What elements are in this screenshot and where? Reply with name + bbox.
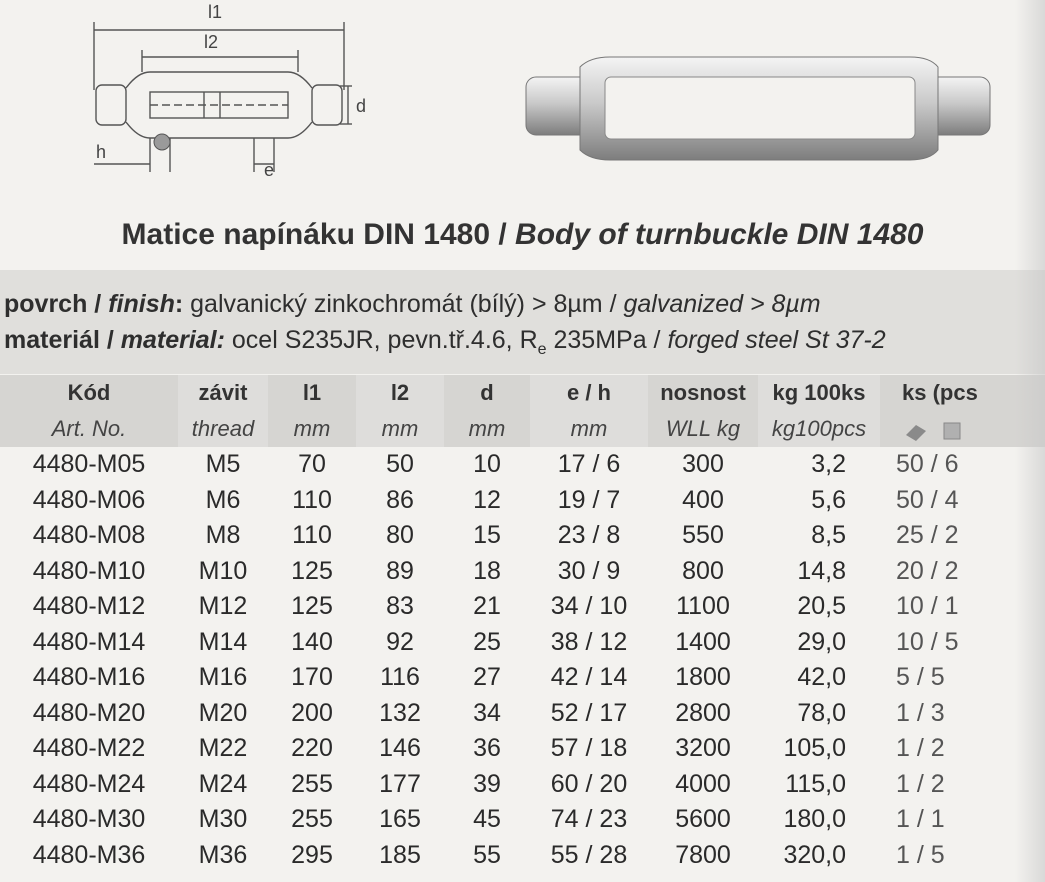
- cell-code: 4480-M30: [32, 805, 146, 834]
- spec-block: [0, 270, 1045, 374]
- table-row: [0, 767, 1045, 803]
- finish-value-cz: galvanický zinkochromát (bílý) > 8µm: [190, 290, 603, 318]
- cell-thread: M36: [198, 840, 248, 869]
- cell-thread: M8: [205, 521, 241, 550]
- cell-code: 4480-M10: [32, 556, 146, 585]
- subheader-wll: WLL kg: [648, 411, 758, 447]
- title-cz: Matice napínáku DIN 1480: [121, 218, 491, 251]
- cell-e-h: 19 / 7: [557, 485, 621, 514]
- page-title: [0, 218, 1045, 252]
- subheader-d-unit: mm: [444, 411, 530, 447]
- cell-thread: M14: [198, 627, 248, 656]
- cell-e-h: 38 / 12: [550, 627, 628, 656]
- cell-kg100: 29,0: [797, 627, 846, 656]
- cell-kg100: 78,0: [797, 698, 846, 727]
- cell-e-h: 52 / 17: [550, 698, 628, 727]
- header-l1: l1: [268, 375, 356, 411]
- cell-wll: 800: [682, 556, 724, 585]
- header-nosnost: nosnost: [648, 375, 758, 411]
- cell-d: 55: [473, 840, 501, 869]
- cell-code: 4480-M16: [32, 663, 146, 692]
- cell-d: 18: [473, 556, 501, 585]
- cell-l1: 70: [298, 450, 326, 479]
- cell-code: 4480-M12: [32, 592, 146, 621]
- cell-thread: M10: [198, 556, 248, 585]
- cell-thread: M16: [198, 663, 248, 692]
- cell-thread: M12: [198, 592, 248, 621]
- table-row: [0, 518, 1045, 554]
- cell-ks: 1 / 5: [896, 840, 945, 869]
- cell-wll: 1800: [675, 663, 731, 692]
- title-separator: /: [490, 218, 516, 251]
- cell-thread: M30: [198, 805, 248, 834]
- cell-wll: 1100: [676, 592, 730, 621]
- cell-l1: 110: [292, 521, 332, 550]
- cell-kg100: 20,5: [797, 592, 846, 621]
- subheader-art-no: Art. No.: [0, 411, 178, 447]
- product-table: [0, 375, 1045, 873]
- header-kg100ks: kg 100ks: [758, 375, 880, 411]
- title-en: Body of turnbuckle DIN 1480: [515, 218, 924, 251]
- cell-code: 4480-M20: [32, 698, 146, 727]
- cell-wll: 5600: [675, 805, 731, 834]
- table-row: [0, 483, 1045, 519]
- cell-e-h: 42 / 14: [550, 663, 628, 692]
- cell-e-h: 17 / 6: [557, 450, 621, 479]
- cell-l2: 83: [386, 592, 414, 621]
- cell-ks: 10 / 1: [896, 592, 959, 621]
- cell-ks: 5 / 5: [896, 663, 945, 692]
- cell-d: 39: [473, 769, 501, 798]
- cell-e-h: 30 / 9: [557, 556, 621, 585]
- cell-ks: 1 / 2: [896, 734, 945, 763]
- cell-kg100: 115,0: [785, 769, 846, 798]
- cell-d: 21: [473, 592, 501, 621]
- turnbuckle-body-photo: [520, 55, 995, 165]
- cell-e-h: 60 / 20: [550, 769, 628, 798]
- cell-l2: 132: [379, 698, 421, 727]
- cell-l2: 177: [379, 769, 421, 798]
- cell-wll: 400: [682, 485, 724, 514]
- cell-kg100: 5,6: [811, 485, 846, 514]
- cell-l1: 140: [291, 627, 333, 656]
- cell-d: 27: [473, 663, 501, 692]
- material-label-cz: materiál: [4, 326, 100, 354]
- cell-d: 15: [473, 521, 501, 550]
- cell-l2: 92: [386, 627, 414, 656]
- header-e-h: e / h: [530, 375, 648, 411]
- cell-l1: 110: [292, 485, 332, 514]
- cell-ks: 1 / 3: [896, 698, 945, 727]
- table-row: [0, 554, 1045, 590]
- header-ks: ks (pcs: [880, 375, 1045, 411]
- cell-e-h: 34 / 10: [550, 592, 628, 621]
- cell-ks: 1 / 1: [896, 805, 945, 834]
- cell-l2: 86: [386, 485, 414, 514]
- dim-label-l1: l1: [208, 2, 223, 22]
- finish-value-en: galvanized > 8µm: [623, 290, 821, 318]
- cell-ks: 25 / 2: [896, 521, 959, 550]
- cell-l2: 165: [379, 805, 421, 834]
- cell-ks: 20 / 2: [896, 556, 959, 585]
- cell-ks: 1 / 2: [896, 769, 945, 798]
- material-value-en: forged steel St 37-2: [667, 326, 886, 354]
- cell-e-h: 57 / 18: [550, 734, 628, 763]
- material-line: materiál / material: ocel S235JR, pevn.tř.4.6, $R_e$ 235MPa / forged steel St 37-2: [4, 326, 886, 358]
- cell-thread: M5: [205, 450, 241, 479]
- subheader-thread: thread: [178, 411, 268, 447]
- header-kod: Kód: [0, 375, 178, 411]
- cell-d: 25: [473, 627, 501, 656]
- cell-l2: 146: [379, 734, 421, 763]
- table-row: [0, 731, 1045, 767]
- cell-wll: 550: [682, 521, 724, 550]
- cell-l2: 185: [379, 840, 421, 869]
- cell-d: 10: [473, 450, 501, 479]
- dim-label-l2: l2: [204, 32, 219, 52]
- cell-l1: 125: [291, 592, 333, 621]
- dim-label-h: h: [96, 142, 107, 162]
- cell-ks: 50 / 4: [896, 485, 959, 514]
- cell-l2: 50: [386, 450, 414, 479]
- cell-code: 4480-M14: [32, 627, 146, 656]
- cell-wll: 1400: [675, 627, 731, 656]
- table-row: [0, 589, 1045, 625]
- table-row: [0, 802, 1045, 838]
- cell-l2: 89: [386, 556, 414, 585]
- cell-l1: 125: [291, 556, 333, 585]
- bag-icon: [906, 425, 926, 441]
- cell-code: 4480-M24: [32, 769, 146, 798]
- cell-e-h: 23 / 8: [557, 521, 621, 550]
- cell-l1: 170: [291, 663, 333, 692]
- cell-l2: 116: [380, 663, 420, 692]
- cell-wll: 7800: [675, 840, 731, 869]
- cell-e-h: 74 / 23: [550, 805, 628, 834]
- subheader-kg100pcs: kg100pcs: [758, 411, 880, 447]
- cell-d: 36: [473, 734, 501, 763]
- cell-code: 4480-M06: [32, 485, 146, 514]
- subheader-l2-unit: mm: [356, 411, 444, 447]
- cell-d: 12: [473, 485, 501, 514]
- cell-kg100: 8,5: [811, 521, 846, 550]
- table-subheader-row: [0, 411, 1045, 447]
- table-row: [0, 838, 1045, 874]
- material-label-en: material:: [120, 326, 225, 354]
- subheader-e-h-unit: mm: [530, 411, 648, 447]
- cell-code: 4480-M36: [32, 840, 146, 869]
- cell-l1: 255: [291, 769, 333, 798]
- cell-l2: 80: [386, 521, 414, 550]
- material-value-cz: ocel S235JR, pevn.tř.4.6, $R_e$ 235MPa: [231, 326, 647, 358]
- table-header-row: [0, 375, 1045, 411]
- cell-kg100: 42,0: [797, 663, 846, 692]
- finish-line: povrch / finish: galvanický zinkochromát (bílý) > 8µm / galvanized > 8µm: [4, 290, 821, 318]
- cell-l1: 255: [291, 805, 333, 834]
- cell-code: 4480-M22: [32, 734, 146, 763]
- dim-label-d: d: [356, 96, 367, 116]
- cell-wll: 4000: [675, 769, 731, 798]
- cell-thread: M20: [198, 698, 248, 727]
- box-icon: [944, 423, 960, 439]
- turnbuckle-technical-drawing: [80, 0, 380, 180]
- table-row: [0, 696, 1045, 732]
- cell-kg100: 105,0: [783, 734, 846, 763]
- cell-l1: 295: [291, 840, 333, 869]
- cell-l1: 200: [291, 698, 333, 727]
- cell-thread: M22: [198, 734, 248, 763]
- finish-label-cz: povrch: [4, 290, 88, 318]
- table-row: [0, 660, 1045, 696]
- header-l2: l2: [356, 375, 444, 411]
- cell-code: 4480-M08: [32, 521, 146, 550]
- cell-kg100: 180,0: [783, 805, 846, 834]
- cell-thread: M6: [205, 485, 241, 514]
- subheader-l1-unit: mm: [268, 411, 356, 447]
- dim-label-e: e: [264, 160, 275, 180]
- cell-ks: 50 / 6: [896, 450, 959, 479]
- cell-d: 34: [473, 698, 501, 727]
- header-zavit: závit: [178, 375, 268, 411]
- cell-kg100: 3,2: [811, 450, 846, 479]
- cell-wll: 300: [682, 450, 724, 479]
- header-d: d: [444, 375, 530, 411]
- cell-d: 45: [473, 805, 501, 834]
- cell-wll: 2800: [675, 698, 731, 727]
- cell-code: 4480-M05: [32, 450, 146, 479]
- cell-ks: 10 / 5: [896, 627, 959, 656]
- cell-l1: 220: [291, 734, 333, 763]
- cell-wll: 3200: [675, 734, 731, 763]
- table-row: [0, 447, 1045, 483]
- finish-label-en: finish: [108, 290, 175, 318]
- page-edge-shadow: [1015, 0, 1045, 882]
- table-row: [0, 625, 1045, 661]
- cell-kg100: 14,8: [797, 556, 846, 585]
- cell-kg100: 320,0: [783, 840, 846, 869]
- cell-thread: M24: [198, 769, 248, 798]
- cell-e-h: 55 / 28: [550, 840, 628, 869]
